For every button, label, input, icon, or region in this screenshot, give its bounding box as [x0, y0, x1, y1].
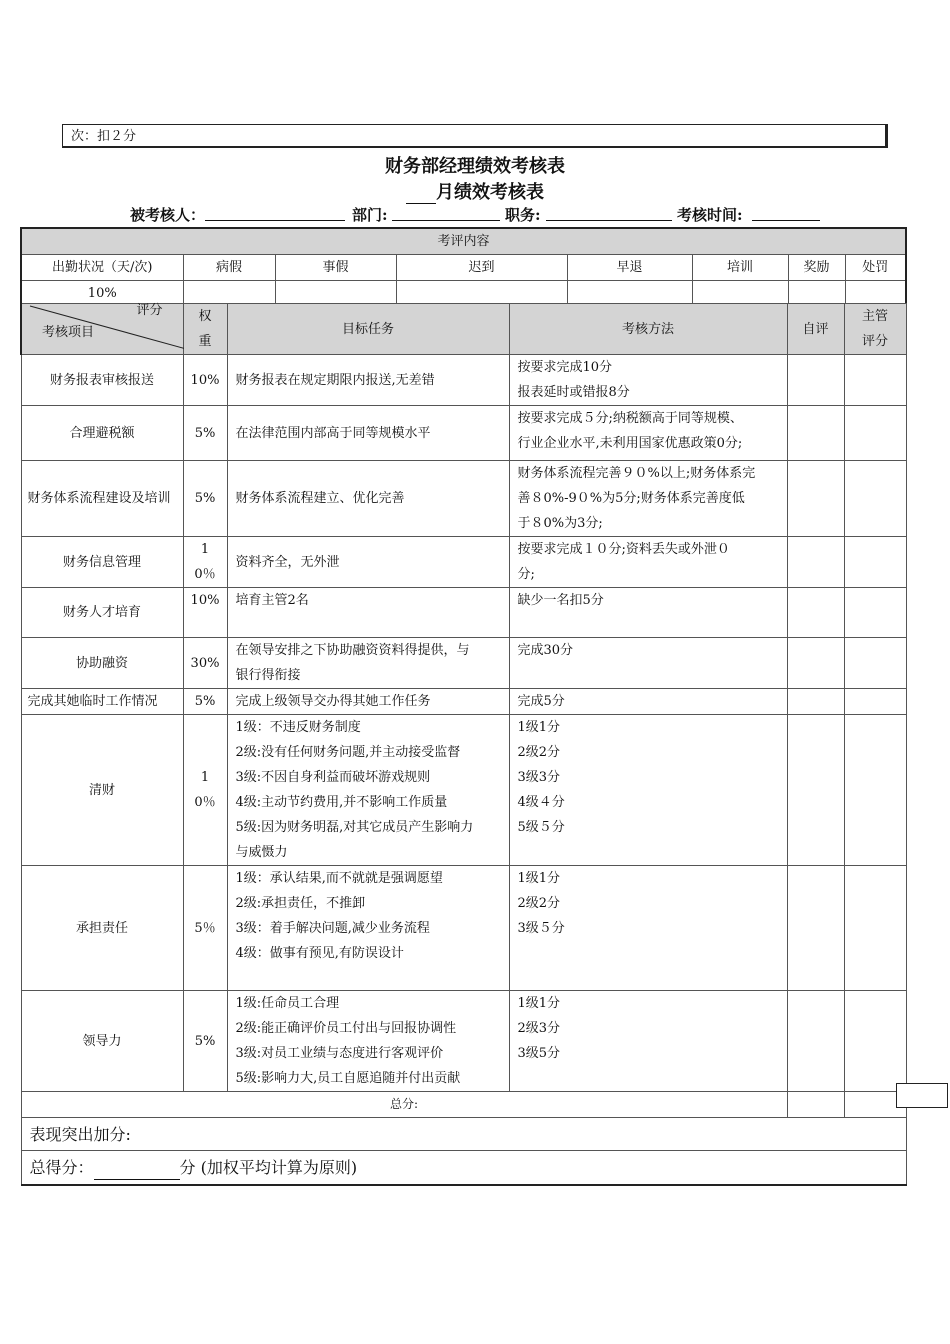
method-line: 3级５分	[517, 921, 565, 936]
self-eval-cell[interactable]	[787, 715, 844, 866]
item-name: 财务体系流程建设及培训	[21, 461, 183, 537]
method-line: 2级3分	[517, 1021, 561, 1036]
item-weight: 5%	[183, 461, 227, 537]
task-line: 在领导安排之下协助融资资料得提供，与	[235, 643, 470, 658]
task-line: 银行得衔接	[235, 668, 301, 683]
page-title: 财务部经理绩效考核表	[385, 156, 565, 177]
manager-score-header	[844, 304, 906, 355]
item-name: 财务信息管理	[21, 537, 183, 588]
method-line: 5级５分	[517, 820, 565, 835]
final-label: 总得分：	[29, 1157, 94, 1177]
weight-header-bottom: 重	[198, 334, 212, 349]
col-late: 迟到	[396, 255, 567, 281]
task-line: 4级:主动节约费用,并不影响工作质量	[235, 795, 448, 810]
diag-header-item: 考核项目	[42, 325, 95, 340]
self-eval-cell[interactable]	[787, 866, 844, 991]
target-task	[227, 461, 509, 537]
col-sick-leave: 病假	[183, 255, 275, 281]
final-score-row	[21, 1151, 906, 1185]
method-line: 于８0%为3分;	[517, 516, 603, 531]
final-score-blank[interactable]	[94, 1161, 180, 1180]
top-note-text: 次：扣２分	[71, 129, 137, 144]
self-eval-cell[interactable]	[787, 355, 844, 406]
task-line: 5级:因为财务明磊,对其它成员产生影响力	[235, 820, 474, 835]
task-line: 资料齐全，无外泄	[235, 554, 340, 570]
task-line: 5级:影响力大,员工自愿追随并付出贡献	[235, 1071, 461, 1086]
task-line: 培育主管2名	[235, 593, 309, 608]
attendance-table	[20, 227, 907, 307]
assessment-method	[509, 715, 787, 866]
dept-blank[interactable]	[392, 220, 500, 221]
col-personal-leave: 事假	[275, 255, 396, 281]
method-line: 报表延时或错报8分	[517, 385, 630, 400]
weight-line: 1	[200, 770, 210, 785]
self-eval-cell[interactable]	[787, 537, 844, 588]
target-task	[227, 991, 509, 1092]
self-eval-cell[interactable]	[787, 991, 844, 1092]
method-line: 缺少一名扣5分	[517, 593, 604, 608]
weight-line: 0％	[194, 795, 216, 810]
item-weight: 30%	[183, 638, 227, 689]
assessment-method	[509, 866, 787, 991]
task-line: 1级：不违反财务制度	[235, 720, 361, 735]
target-task	[227, 588, 509, 638]
manager-score-cell[interactable]	[844, 461, 906, 537]
method-line: 完成30分	[517, 643, 574, 658]
method-line: 按要求完成１０分;资料丢失或外泄０	[517, 542, 730, 557]
assessment-method	[509, 355, 787, 406]
item-name: 协助融资	[21, 638, 183, 689]
table-row	[21, 461, 906, 537]
item-weight: 5%	[183, 406, 227, 461]
target-task-header: 目标任务	[227, 304, 509, 355]
method-line: 2级2分	[517, 896, 561, 911]
item-weight	[183, 537, 227, 588]
month-blank[interactable]	[406, 185, 436, 204]
item-name: 财务人才培育	[21, 588, 183, 638]
side-box	[896, 1083, 948, 1108]
assessment-method	[509, 689, 787, 715]
table-row	[21, 991, 906, 1092]
manager-score-cell[interactable]	[844, 866, 906, 991]
task-line: 3级：着手解决问题,减少业务流程	[235, 921, 430, 936]
time-label: 考核时间:	[677, 206, 743, 224]
item-name: 领导力	[21, 991, 183, 1092]
mgr-header-top: 主管	[861, 309, 888, 324]
assessee-blank[interactable]	[205, 220, 345, 221]
position-blank[interactable]	[546, 220, 672, 221]
target-task	[227, 406, 509, 461]
col-training: 培训	[692, 255, 788, 281]
table-row	[21, 406, 906, 461]
target-task	[227, 715, 509, 866]
item-name: 财务报表审核报送	[21, 355, 183, 406]
item-weight: 5%	[183, 689, 227, 715]
assessee-label: 被考核人：	[130, 206, 206, 224]
table-row	[21, 689, 906, 715]
item-weight: 10%	[183, 588, 227, 638]
weight-header-top: 权	[198, 309, 212, 324]
table-row	[21, 866, 906, 991]
assessment-table	[20, 303, 907, 1186]
target-task	[227, 537, 509, 588]
assessment-method	[509, 406, 787, 461]
self-eval-header: 自评	[787, 304, 844, 355]
method-line: 1级1分	[517, 871, 561, 886]
manager-score-cell[interactable]	[844, 588, 906, 638]
attendance-label: 出勤状况（天/次)	[21, 255, 183, 281]
task-line: 财务体系流程建立、优化完善	[235, 491, 405, 506]
task-line: 2级:没有任何财务问题,并主动接受监督	[235, 745, 461, 760]
mgr-header-bottom: 评分	[861, 334, 888, 349]
task-line: 1级:任命员工合理	[235, 996, 340, 1011]
task-line: 2级:能正确评价员工付出与回报协调性	[235, 1021, 457, 1036]
target-task	[227, 689, 509, 715]
manager-score-cell[interactable]	[844, 689, 906, 715]
table-row	[21, 355, 906, 406]
method-line: 2级2分	[517, 745, 561, 760]
top-note-box	[62, 124, 888, 148]
table-row	[21, 588, 906, 638]
manager-score-cell[interactable]	[844, 638, 906, 689]
weight-header	[183, 304, 227, 355]
attendance-weight: 10%	[21, 281, 183, 307]
item-weight: 5％	[183, 866, 227, 991]
task-line: 4级：做事有预见,有防误设计	[235, 946, 404, 961]
assessment-method	[509, 461, 787, 537]
task-line: 完成上级领导交办得其她工作任务	[235, 694, 431, 709]
diag-header-score: 评分	[136, 303, 163, 318]
method-line: 3级3分	[517, 770, 561, 785]
task-line: 3级:对员工业绩与态度进行客观评价	[235, 1046, 444, 1061]
method-line: 完成5分	[517, 694, 565, 709]
task-line: 在法律范围内部高于同等规模水平	[235, 425, 431, 441]
col-penalty: 处罚	[845, 255, 906, 281]
target-task	[227, 355, 509, 406]
self-eval-cell[interactable]	[787, 588, 844, 638]
method-line: 按要求完成５分;纳税额高于同等规模、	[517, 411, 743, 426]
task-line: 1级：承认结果,而不就就是强调愿望	[235, 871, 443, 886]
assessment-method	[509, 991, 787, 1092]
total-label: 总分:	[21, 1092, 787, 1118]
bonus-row	[21, 1118, 906, 1151]
self-eval-cell[interactable]	[787, 461, 844, 537]
item-name: 完成其她临时工作情况	[21, 689, 183, 715]
item-name: 合理避税额	[21, 406, 183, 461]
self-eval-cell[interactable]	[787, 638, 844, 689]
time-blank[interactable]	[752, 220, 820, 221]
target-task	[227, 866, 509, 991]
assessment-rows	[21, 355, 906, 1092]
manager-score-cell[interactable]	[844, 537, 906, 588]
col-early-leave: 早退	[567, 255, 692, 281]
assessment-method	[509, 537, 787, 588]
method-line: 4级４分	[517, 795, 565, 810]
manager-score-cell[interactable]	[844, 991, 906, 1092]
total-self-eval[interactable]	[787, 1092, 844, 1118]
item-name: 承担责任	[21, 866, 183, 991]
self-eval-cell[interactable]	[787, 406, 844, 461]
page-subtitle	[0, 178, 950, 204]
task-line: 财务报表在规定期限内报送,无差错	[235, 372, 435, 388]
manager-score-cell[interactable]	[844, 355, 906, 406]
method-line: 1级1分	[517, 720, 561, 735]
assessment-method	[509, 638, 787, 689]
method-line: 善８0%-9０%为5分;财务体系完善度低	[517, 491, 745, 506]
item-weight: 10%	[183, 355, 227, 406]
col-reward: 奖励	[788, 255, 845, 281]
method-line: 分;	[517, 567, 535, 582]
table-row	[21, 715, 906, 866]
method-line: 按要求完成10分	[517, 360, 613, 375]
item-name: 清财	[21, 715, 183, 866]
subtitle-text: 月绩效考核表	[436, 182, 544, 203]
final-unit: 分 (加权平均计算为原则)	[179, 1157, 358, 1177]
table-row	[21, 638, 906, 689]
dept-label: 部门:	[352, 206, 388, 224]
task-line: 2级:承担责任，不推卸	[235, 896, 366, 911]
diagonal-header-cell	[21, 304, 183, 355]
weight-line: 1	[200, 542, 210, 557]
item-weight: 5%	[183, 991, 227, 1092]
method-line: 3级5分	[517, 1046, 561, 1061]
section-title: 考评内容	[21, 228, 906, 255]
task-line: 3级:不因自身利益而破坏游戏规则	[235, 770, 431, 785]
method-line: 1级1分	[517, 996, 561, 1011]
assessment-method	[509, 588, 787, 638]
task-line: 与威慑力	[235, 845, 288, 860]
manager-score-cell[interactable]	[844, 715, 906, 866]
weight-line: 0％	[194, 567, 216, 582]
position-label: 职务:	[505, 206, 541, 224]
bonus-label: 表现突出加分:	[29, 1124, 131, 1144]
method-line: 行业企业水平,未利用国家优惠政策0分;	[517, 436, 743, 451]
self-eval-cell[interactable]	[787, 689, 844, 715]
method-line: 财务体系流程完善９０%以上;财务体系完	[517, 466, 756, 481]
table-row	[21, 537, 906, 588]
item-weight	[183, 715, 227, 866]
manager-score-cell[interactable]	[844, 406, 906, 461]
method-header: 考核方法	[509, 304, 787, 355]
target-task	[227, 638, 509, 689]
